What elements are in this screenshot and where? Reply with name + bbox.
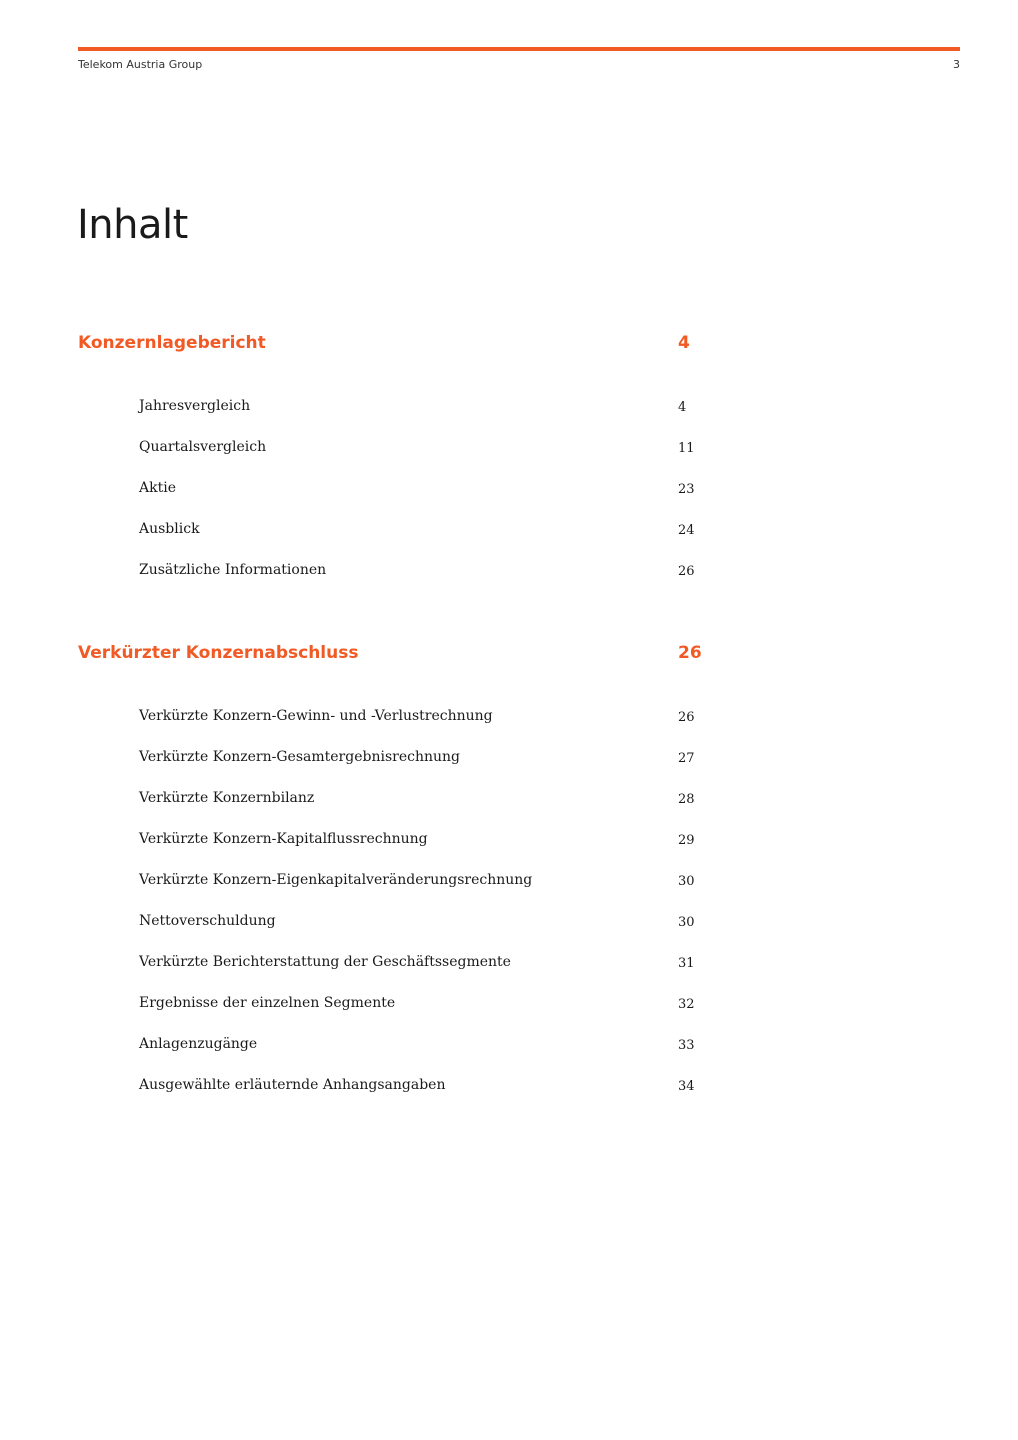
toc-entry-page[interactable]: 24 — [678, 523, 695, 538]
toc-entry-page[interactable]: 23 — [678, 482, 695, 497]
toc-entry-page[interactable]: 28 — [678, 792, 695, 807]
toc-entry[interactable]: Ausgewählte erläuternde Anhangsangaben — [139, 1077, 446, 1093]
toc-entry-page[interactable]: 26 — [678, 710, 695, 725]
toc-section-page[interactable]: 4 — [678, 333, 690, 353]
toc-entry[interactable]: Verkürzte Konzern-Eigenkapitalveränderungsrechnung — [139, 872, 533, 888]
toc-entry[interactable]: Verkürzte Berichterstattung der Geschäftssegmente — [139, 954, 511, 970]
toc-entry[interactable]: Jahresvergleich — [139, 398, 251, 414]
toc-entry-page[interactable]: 26 — [678, 564, 695, 579]
toc-section-verkuerzter-konzernabschluss[interactable]: Verkürzter Konzernabschluss — [78, 643, 359, 663]
toc-entry[interactable]: Zusätzliche Informationen — [139, 562, 327, 578]
toc-entry[interactable]: Quartalsvergleich — [139, 439, 267, 455]
toc-entry-page[interactable]: 33 — [678, 1038, 695, 1053]
toc-entry[interactable]: Aktie — [139, 480, 176, 496]
toc-entry-page[interactable]: 27 — [678, 751, 695, 766]
toc-entry-page[interactable]: 4 — [678, 400, 687, 415]
toc-section-page[interactable]: 26 — [678, 643, 702, 663]
toc-entry[interactable]: Ergebnisse der einzelnen Segmente — [139, 995, 396, 1011]
toc-entry[interactable]: Verkürzte Konzern-Gesamtergebnisrechnung — [139, 749, 460, 765]
toc-entry[interactable]: Verkürzte Konzern-Kapitalflussrechnung — [139, 831, 428, 847]
toc-entry-page[interactable]: 30 — [678, 915, 695, 930]
toc-entry[interactable]: Nettoverschuldung — [139, 913, 276, 929]
toc-entry-page[interactable]: 31 — [678, 956, 695, 971]
toc-entry-page[interactable]: 11 — [678, 441, 695, 456]
toc-section-konzernlagebericht[interactable]: Konzernlagebericht — [78, 333, 266, 353]
header-rule — [78, 47, 960, 51]
page-number: 3 — [953, 58, 960, 71]
toc-entry-page[interactable]: 32 — [678, 997, 695, 1012]
toc-entry[interactable]: Verkürzte Konzern-Gewinn- und -Verlustrechnung — [139, 708, 493, 724]
toc-entry-page[interactable]: 29 — [678, 833, 695, 848]
toc-entry[interactable]: Verkürzte Konzernbilanz — [139, 790, 315, 806]
page-title: Inhalt — [77, 202, 188, 248]
toc-entry[interactable]: Anlagenzugänge — [139, 1036, 258, 1052]
toc-entry-page[interactable]: 34 — [678, 1079, 695, 1094]
toc-entry-page[interactable]: 30 — [678, 874, 695, 889]
publisher-name: Telekom Austria Group — [78, 58, 203, 71]
toc-entry[interactable]: Ausblick — [139, 521, 200, 537]
